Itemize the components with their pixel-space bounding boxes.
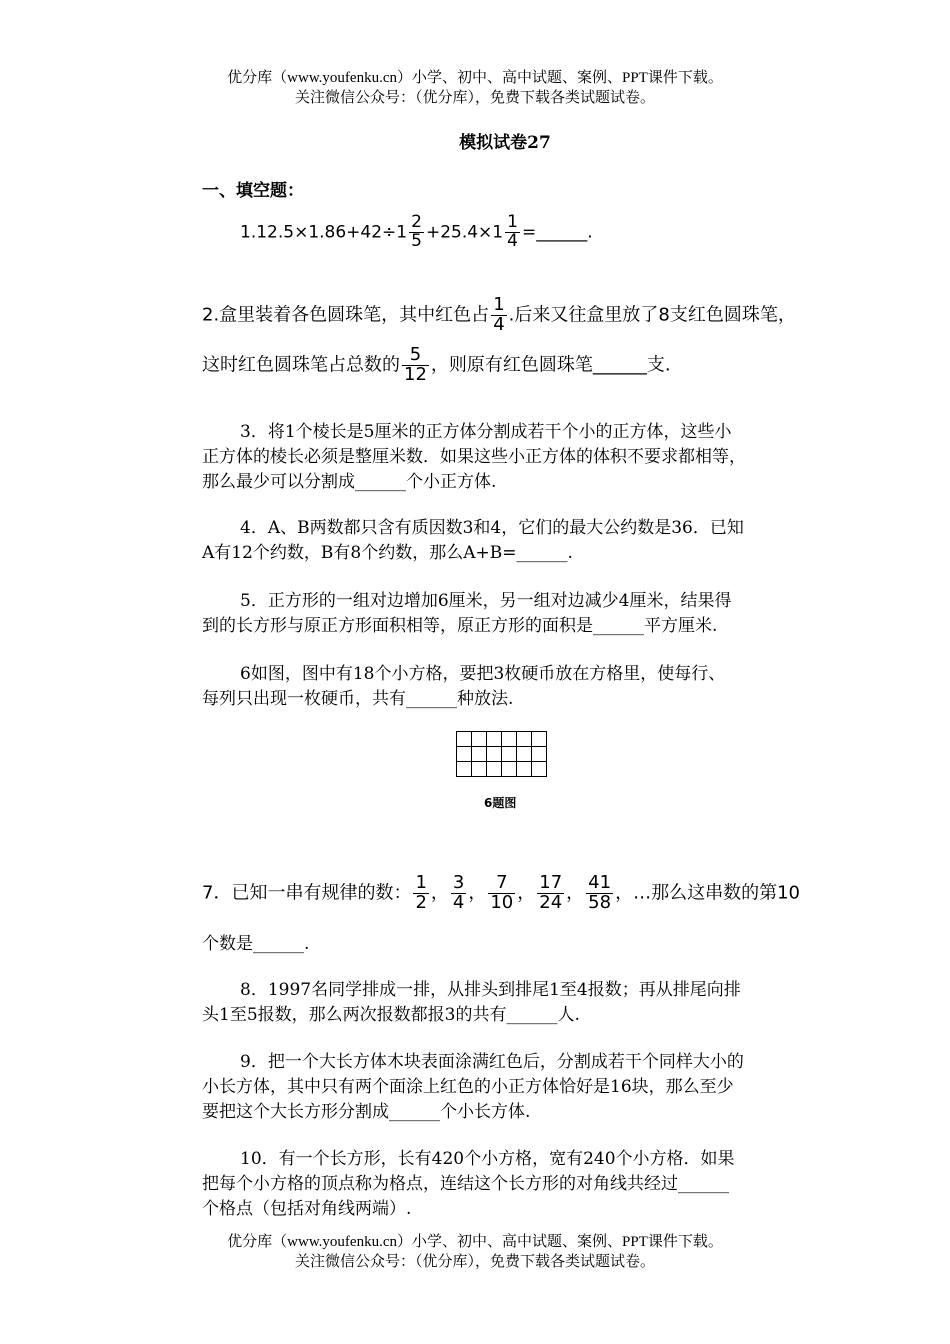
question-1	[240, 214, 593, 251]
question-10-line-2: 把每个小方格的顶点称为格点，连结这个长方形的对角线共经过______	[202, 1174, 729, 1194]
q2-f1-numerator: 1	[493, 294, 505, 315]
question-9-line-3: 要把这个大长方形分割成______个小长方体.	[202, 1102, 531, 1122]
q1-text-c: =______.	[521, 222, 593, 243]
q7-text-a: 7．已知一串有规律的数：	[202, 882, 412, 904]
section-heading: 一、填空题：	[202, 181, 304, 201]
q7-fraction-1	[413, 874, 428, 913]
question-4-line-1: 4．A、B两数都只含有质因数3和4，它们的最大公约数是36．已知	[240, 518, 744, 538]
q1-m2-whole: 1	[492, 222, 504, 243]
question-6-line-2: 每列只出现一枚硬币，共有______种放法.	[202, 689, 514, 709]
q7-text-b: ，…那么这串数的第10	[615, 882, 800, 904]
question-8-line-2: 头1至5报数，那么两次报数都报3的共有______人.	[202, 1005, 580, 1025]
q7-separator: ，	[430, 882, 449, 904]
q7-f1-numerator: 1	[415, 872, 427, 893]
q7-fraction-2	[451, 874, 466, 913]
question-3-line-1: 3．将1个棱长是5厘米的正方体分割成若干个小的正方体，这些小	[240, 422, 732, 442]
question-5-line-2: 到的长方形与原正方形面积相等，原正方形的面积是______平方厘米.	[202, 616, 718, 636]
q2-f1-denominator: 4	[493, 313, 505, 335]
q1-f1-numerator: 2	[411, 212, 422, 232]
q7-f3-numerator: 7	[488, 874, 515, 894]
q7-f3-denominator: 10	[490, 891, 514, 913]
q2-f2-denominator: 12	[404, 363, 427, 385]
header-line-1: 优分库（www.youfenku.cn）小学、初中、高中试题、案例、PPT课件下载。	[227, 70, 723, 86]
q1-f2-numerator: 1	[507, 212, 518, 232]
q2-text-a: 2.盒里装着各色圆珠笔，其中红色占	[202, 304, 490, 326]
question-8-line-1: 8．1997名同学排成一排，从排头到排尾1至4报数；再从排尾向排	[240, 980, 741, 1000]
question-6-line-1: 6如图，图中有18个小方格，要把3枚硬币放在方格里，使每行、	[240, 664, 726, 684]
question-10-line-3: 个格点（包括对角线两端）.	[202, 1199, 412, 1219]
q7-fraction-5	[586, 874, 613, 913]
q7-separator: ，	[517, 882, 536, 904]
q7-f2-denominator: 4	[452, 891, 465, 913]
q2-fraction-1	[491, 296, 506, 335]
q7-separator: ，	[468, 882, 487, 904]
q1-f2-denominator: 4	[507, 230, 518, 251]
q1-mixed-number-1	[396, 214, 426, 251]
question-2-line-2	[202, 346, 671, 385]
q1-m1-whole: 1	[396, 222, 408, 243]
question-9-line-1: 9．把一个大长方体木块表面涂满红色后，分割成若干个同样大小的	[240, 1052, 744, 1072]
q7-f4-numerator: 17	[539, 872, 563, 893]
q7-fraction-3	[488, 874, 515, 913]
q7-fraction-4	[537, 874, 564, 913]
question-4-line-2: A有12个约数，B有8个约数，那么A+B=______.	[202, 543, 573, 563]
question-9-line-2: 小长方体，其中只有两个面涂上红色的小正方体恰好是16块，那么至少	[202, 1077, 734, 1097]
q7-f5-numerator: 41	[588, 872, 612, 893]
q1-mixed-number-2	[492, 214, 522, 251]
q2-text-d: ，则原有红色圆珠笔______支.	[430, 354, 671, 376]
question-10-line-1: 10．有一个长方形，长有420个小方格，宽有240个小方格．如果	[240, 1149, 735, 1169]
q2-text-b: .后来又往盒里放了8支红色圆珠笔，	[508, 304, 796, 326]
question-7-line-1	[202, 874, 800, 913]
header-line-2: 关注微信公众号：（优分库），免费下载各类试题试卷。	[294, 90, 655, 106]
q7-f4-denominator: 24	[539, 891, 563, 913]
question-5-line-1: 5．正方形的一组对边增加6厘米，另一组对边减少4厘米，结果得	[240, 591, 732, 611]
q7-separator: ，	[566, 882, 585, 904]
q1-text-b: +25.4×	[425, 222, 493, 243]
coin-grid-figure	[456, 731, 547, 777]
q7-f2-numerator: 3	[452, 872, 465, 893]
footer-line-2: 关注微信公众号：（优分库），免费下载各类试题试卷。	[294, 1254, 655, 1270]
figure-caption: 6题图	[484, 796, 517, 810]
question-3-line-2: 正方体的棱长必须是整厘米数．如果这些小正方体的体积不要求都相等，	[202, 447, 746, 467]
q2-text-c: 这时红色圆珠笔占总数的	[202, 354, 400, 376]
q1-fraction-1	[409, 214, 424, 251]
q2-f2-numerator: 5	[402, 346, 429, 366]
q1-fraction-2	[505, 214, 520, 251]
q7-f5-denominator: 58	[588, 891, 612, 913]
question-3-line-3: 那么最少可以分割成______个小正方体.	[202, 472, 497, 492]
question-2-line-1	[202, 296, 796, 335]
q1-text-a: 1.12.5×1.86+42÷	[240, 222, 397, 243]
q7-f1-denominator: 2	[415, 891, 427, 913]
page-title: 模拟试卷27	[459, 133, 551, 153]
footer-line-1: 优分库（www.youfenku.cn）小学、初中、高中试题、案例、PPT课件下载。	[227, 1234, 723, 1250]
question-7-line-2: 个数是______.	[202, 934, 310, 954]
q2-fraction-2	[402, 346, 429, 385]
q1-f1-denominator: 5	[411, 230, 422, 251]
